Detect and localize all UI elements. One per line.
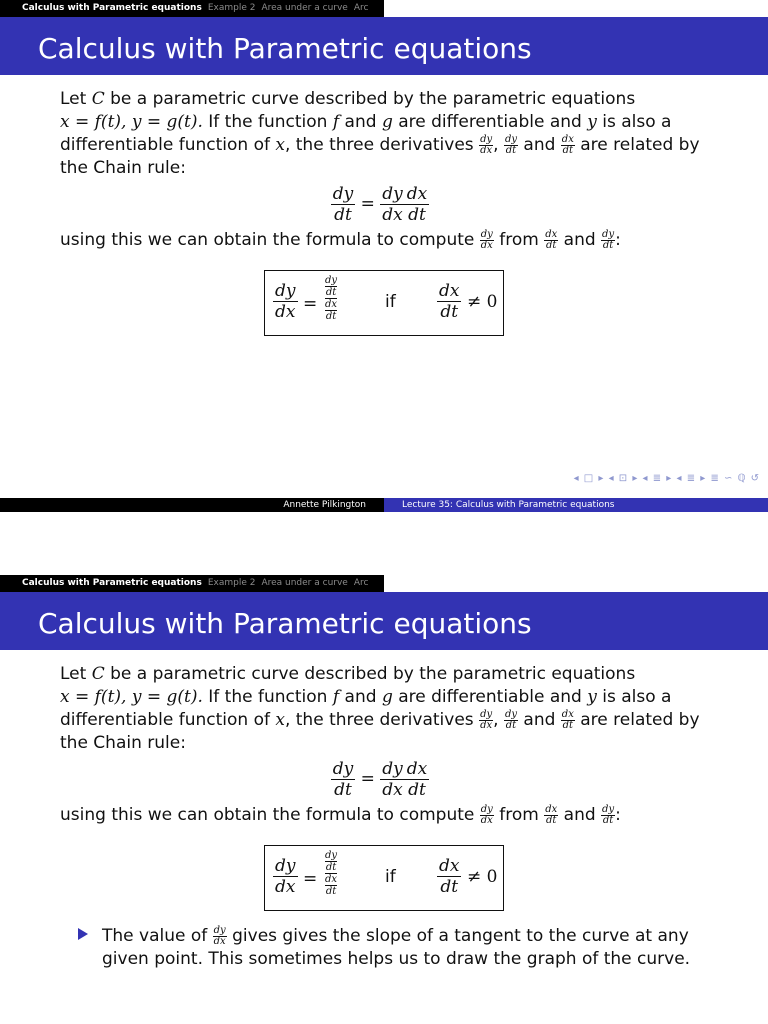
title-bar: [0, 17, 768, 75]
intro-paragraph: Let C be a parametric curve described by the parametric equations x = f(t), y = g(t). If the function f and g are differentiable and y is also a differentiable function of x, the three derivatives $\frac{dy}{dx}$ , $\frac{dy}{dt}$ and $\frac{dx}{dt}$ are related by the Chain rule:: [60, 89, 700, 178]
beamer-navigation-symbols[interactable]: ◂ □ ▸ ◂ ⊡ ▸ ◂ ≣ ▸ ◂ ≣ ▸ ≣ ∽ ℚ ↺: [573, 473, 760, 484]
using-paragraph: using this we can obtain the formula to compute $\frac{dy}{dx}$ from $\frac{dx}{dt}$ and $\frac{dy}{dt}$ :: [60, 803, 621, 826]
nav-section-arc[interactable]: Arc: [353, 3, 369, 13]
page-title: Calculus with Parametric equations: [38, 607, 532, 640]
boxed-formula: dy dx = dy dt dx dt if dx dt ≠ 0: [264, 845, 504, 911]
bullet-triangle-icon: [78, 928, 88, 940]
slide-2: [0, 575, 768, 1024]
chain-rule-equation: $\frac{dy}{dt}$ = $\frac{dy}{dx}$ $\frac{dx}{dt}$: [332, 759, 428, 800]
nav-section-example-2[interactable]: Example 2: [207, 578, 256, 588]
nav-section-current[interactable]: Calculus with Parametric equations: [22, 578, 202, 588]
section-navigation: [0, 0, 384, 17]
bullet-item: The value of $\frac{dy}{dx}$ gives gives the slope of a tangent to the curve at any given point. This sometimes helps us to draw the graph of the curve.: [60, 925, 700, 971]
using-paragraph: using this we can obtain the formula to compute $\frac{dy}{dx}$ from $\frac{dx}{dt}$ and $\frac{dy}{dt}$ :: [60, 228, 621, 251]
nav-section-example-2[interactable]: Example 2: [207, 3, 256, 13]
nav-section-area[interactable]: Area under a curve: [261, 3, 348, 13]
slide-body: [60, 88, 700, 336]
chain-rule-equation: $\frac{dy}{dt}$ = $\frac{dy}{dx}$ $\frac{dx}{dt}$: [332, 184, 428, 225]
footer: [0, 490, 768, 512]
footer-lecture: Lecture 35: Calculus with Parametric equations: [402, 500, 615, 510]
nav-section-current[interactable]: Calculus with Parametric equations: [22, 3, 202, 13]
section-navigation: [0, 575, 384, 592]
slide-body: [60, 663, 700, 971]
page-title: Calculus with Parametric equations: [38, 32, 532, 65]
nav-section-arc[interactable]: Arc: [353, 578, 369, 588]
footer-author: Annette Pilkington: [283, 500, 366, 510]
intro-paragraph: Let C be a parametric curve described by the parametric equations x = f(t), y = g(t). If the function f and g are differentiable and y is also a differentiable function of x, the three derivatives $\frac{dy}{dx}$ , $\frac{dy}{dt}$ and $\frac{dx}{dt}$ are related by the Chain rule:: [60, 664, 700, 753]
nav-section-area[interactable]: Area under a curve: [261, 578, 348, 588]
title-bar: [0, 592, 768, 650]
boxed-formula: dy dx = dy dt dx dt if dx dt ≠ 0: [264, 270, 504, 336]
